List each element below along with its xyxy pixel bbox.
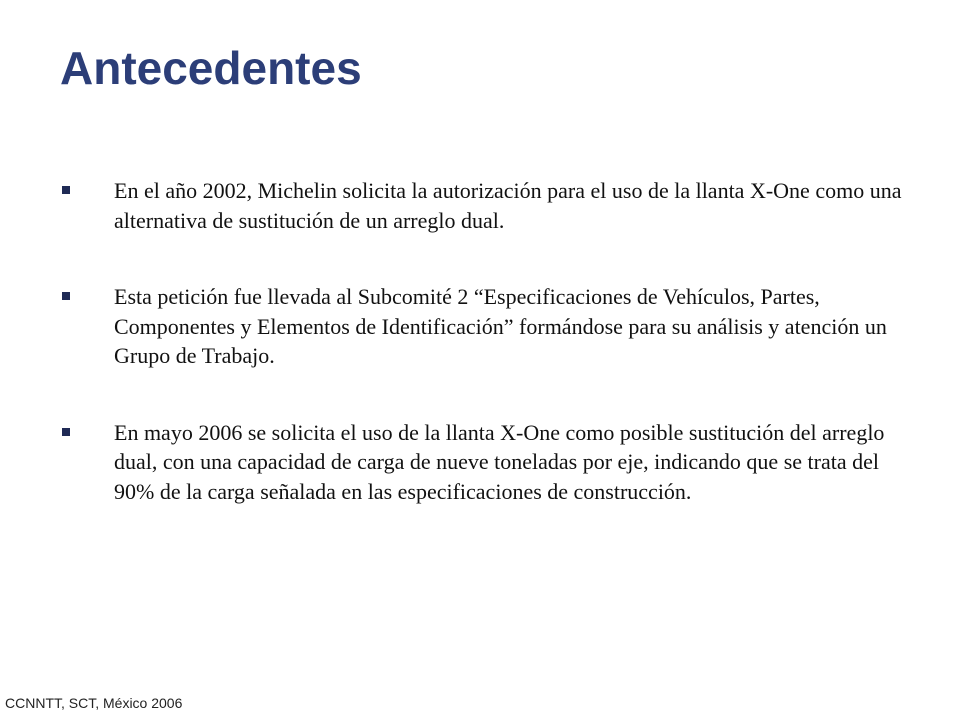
slide-title: Antecedentes [60, 42, 362, 94]
bullet-list [58, 176, 918, 553]
bullet-item [58, 282, 918, 371]
bullet-text: En el año 2002, Michelin solicita la autorización para el uso de la llanta X-One como una alternativa de sustitución de un arreglo dual. [114, 178, 902, 233]
square-bullet-icon [58, 176, 114, 194]
square-bullet-icon [58, 282, 114, 300]
bullet-text: Esta petición fue llevada al Subcomité 2 “Especificaciones de Vehículos, Partes, Componentes y Elementos de Identificación” formándose para su análisis y atención un Grupo de Trabajo. [114, 284, 887, 368]
bullet-item [58, 418, 918, 507]
footer-credit: CCNNTT, SCT, México 2006 [5, 695, 183, 711]
bullet-item [58, 176, 918, 235]
square-bullet-icon [58, 418, 114, 436]
bullet-text: En mayo 2006 se solicita el uso de la llanta X-One como posible sustitución del arreglo dual, con una capacidad de carga de nueve toneladas por eje, indicando que se trata del 90% de la carga señalada en las especificaciones de construcción. [114, 419, 885, 504]
